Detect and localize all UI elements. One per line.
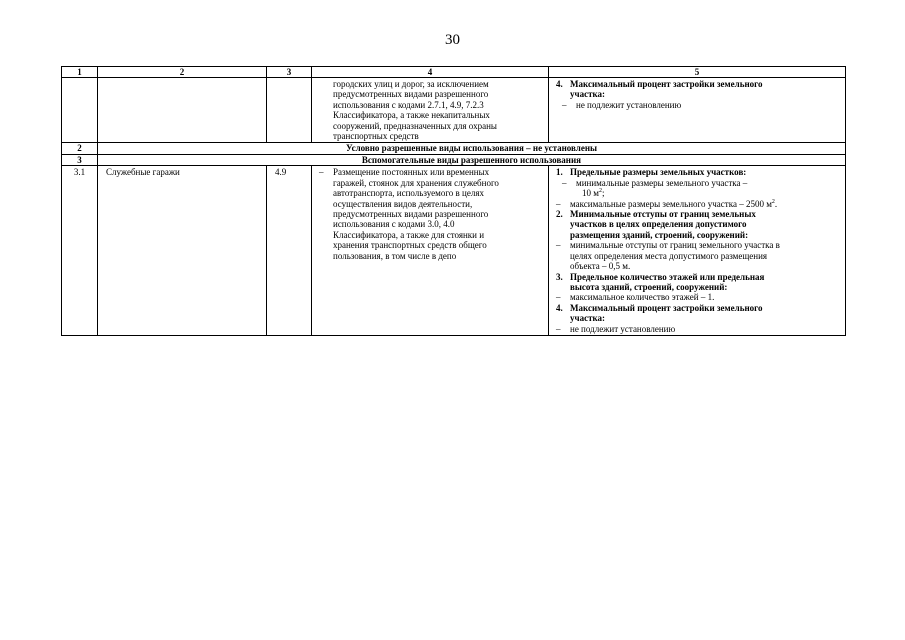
cell-empty — [267, 78, 312, 143]
param-value: объекта – 0,5 м. — [570, 261, 631, 272]
row-number: 3.1 — [62, 166, 98, 336]
section-row-2 — [62, 143, 846, 155]
cell-parameters — [549, 78, 846, 143]
dash-marker: – — [562, 177, 567, 188]
use-type-code: 4.9 — [267, 166, 312, 336]
header-cell-1: 1 — [62, 67, 98, 78]
page-number: 30 — [445, 32, 460, 48]
superscript: 2 — [598, 188, 602, 195]
description-line: Классификатора, а также некапитальных — [333, 110, 490, 121]
table-header-row — [62, 67, 846, 78]
table-row-3-1 — [62, 166, 846, 336]
description-line: осуществления видов деятельности, — [333, 198, 473, 209]
param-number: 2. — [556, 209, 563, 220]
param-number: 3. — [556, 271, 563, 282]
description-line: транспортных средств — [333, 131, 419, 142]
param-title: участка: — [570, 313, 606, 324]
punctuation: ; — [601, 188, 605, 199]
header-cell-2: 2 — [98, 67, 267, 78]
param-number: 4. — [556, 79, 563, 89]
description-line: сооружений, предназначенных для охраны — [333, 120, 497, 131]
dash-marker: – — [556, 292, 561, 303]
cell-empty — [62, 78, 98, 143]
param-title: участка: — [570, 89, 606, 100]
param-title: Предельное количество этажей или предельная — [570, 271, 765, 282]
param-title: Минимальные отступы от границ земельных — [570, 209, 756, 220]
cell-empty — [98, 78, 267, 143]
param-value: минимальные отступы от границ земельного участка в — [570, 240, 780, 251]
land-use-table — [61, 66, 846, 336]
description-line: предусмотренных видами разрешенного — [333, 209, 489, 220]
param-value: не подлежит установлению — [570, 323, 676, 334]
description-line: городских улиц и дорог, за исключением — [333, 79, 489, 89]
param-title: высота зданий, строений, сооружений: — [570, 281, 728, 292]
dash-marker: – — [556, 323, 561, 334]
dash-marker: – — [556, 240, 561, 251]
param-number: 1. — [556, 167, 563, 178]
cell-description — [312, 166, 549, 336]
dash-marker: – — [556, 198, 561, 209]
description-line: Классификатора, а также для стоянки и — [333, 229, 485, 240]
param-title: размещения зданий, строений, сооружений: — [570, 229, 749, 240]
param-value: максимальные размеры земельного участка – 2500 м — [570, 198, 772, 209]
use-type-name: Служебные гаражи — [98, 166, 267, 336]
param-title: Максимальный процент застройки земельного — [570, 79, 763, 89]
param-value: максимальное количество этажей – 1. — [570, 292, 715, 303]
param-title: Максимальный процент застройки земельного — [570, 302, 763, 313]
description-line: автотранспорта, используемого в целях — [333, 188, 485, 199]
param-value: 10 м — [582, 188, 599, 199]
section-number: 2 — [62, 143, 98, 155]
header-cell-4: 4 — [312, 67, 549, 78]
section-title: Условно разрешенные виды использования – не установлены — [98, 143, 846, 155]
param-title: участков в целях определения допустимого — [570, 219, 747, 230]
param-title: Предельные размеры земельных участков: — [570, 167, 747, 178]
param-value: целях определения места допустимого размещения — [570, 250, 768, 261]
description-line: гаражей, стоянок для хранения служебного — [333, 177, 499, 188]
section-row-3 — [62, 154, 846, 166]
superscript: 2 — [771, 198, 775, 205]
cell-description — [312, 78, 549, 143]
description-line: использования с кодами 3.0, 4.0 — [333, 219, 455, 230]
header-cell-5: 5 — [549, 67, 846, 78]
description-line: использования с кодами 2.7.1, 4.9, 7.2.3 — [333, 99, 484, 110]
description-line: пользования, в том числе в депо — [333, 250, 457, 261]
param-number: 4. — [556, 302, 563, 313]
description-line: хранения транспортных средств общего — [333, 240, 487, 251]
table-row-continuation — [62, 78, 846, 143]
description-line: Размещение постоянных или временных — [333, 167, 490, 178]
punctuation: . — [774, 198, 778, 209]
param-value: не подлежит установлению — [576, 99, 682, 110]
header-cell-3: 3 — [267, 67, 312, 78]
description-line: предусмотренных видами разрешенного — [333, 89, 489, 100]
cell-parameters — [549, 166, 846, 336]
section-number: 3 — [62, 154, 98, 166]
param-value: минимальные размеры земельного участка – — [576, 177, 748, 188]
dash-marker: – — [319, 167, 324, 178]
section-title: Вспомогательные виды разрешенного использования — [98, 154, 846, 166]
dash-marker: – — [562, 99, 567, 110]
